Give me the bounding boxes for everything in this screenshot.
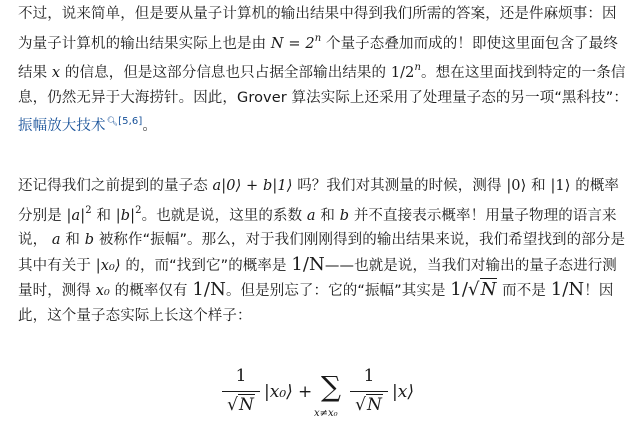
reference-link[interactable]: [5,6] xyxy=(118,116,143,127)
display-formula xyxy=(0,364,640,430)
summation-subscript: x≠x₀ xyxy=(314,408,338,419)
ket-x0: |x₀⟩ xyxy=(264,382,293,402)
text-run: 和 xyxy=(531,178,546,194)
amplitude-amplification-link[interactable]: 振幅放大技术 xyxy=(18,118,106,134)
math-n-equals: $N = 2^n$ xyxy=(270,32,322,52)
search-icon: 🔍︎ xyxy=(106,117,119,127)
math-one-over-n: 1/N xyxy=(291,253,325,275)
fraction-2: 1 √N xyxy=(350,366,388,417)
math-b: b xyxy=(339,207,350,224)
text-run: 的信息，但是这部分信息也只占据全部输出结果的 xyxy=(64,65,387,81)
text-run: 吗？我们对其测量的时候，测得 xyxy=(297,178,502,194)
math-one-over-n: 1/N xyxy=(550,279,585,300)
text-run: 并不直接表示概率！用量子物理的语言来说， xyxy=(18,207,617,248)
plus-sign: + xyxy=(298,382,313,402)
ket-x: |x⟩ xyxy=(392,382,414,402)
text-run: 不过，说来简单，但是要从量子计算机的输出结果中得到我们所需的答案，还是件麻烦事：因为量子计算机的输出结果实际上也是由 xyxy=(18,6,617,52)
text-run: 。也就是说，这里的系数 xyxy=(141,207,303,224)
math-ket-x0: |x₀⟩ xyxy=(95,257,121,274)
text-run: 的概率仅有 xyxy=(114,283,188,299)
fraction-1: 1 √N xyxy=(222,366,260,417)
text-run: 。 xyxy=(142,118,157,134)
math-x: x xyxy=(51,65,61,81)
text-run: 的，而“找到它”的概率是 xyxy=(125,257,287,274)
math-fraction: 1/2$^n$ xyxy=(390,62,422,81)
math-x0: x₀ xyxy=(95,283,110,299)
math-a: a xyxy=(306,207,316,224)
text-run: 。想在这里面找到特定的一条信息，仍然无异于大海捞针。因此，Grover 算法实际上还采用了处理量子态的另一项“黑科技”： xyxy=(18,65,628,106)
summation-symbol: ∑ xyxy=(321,370,341,403)
paragraph-2 xyxy=(18,174,628,328)
text-run: 而不是 xyxy=(502,283,546,299)
text-run: 个量子态叠加而成的！即使这里面包含了最终结果 xyxy=(18,35,618,81)
text-run: 。但是别忘了：它的“振幅”其实是 xyxy=(225,283,446,299)
paragraph-1 xyxy=(18,2,628,139)
text-run: 还记得我们之前提到的量子态 xyxy=(18,178,208,194)
math-ket-0: |0⟩ xyxy=(506,178,527,194)
text-run: ！因此，这个量子态实际上长这个样子： xyxy=(18,283,614,324)
math-one-over-sqrt-n: 1/√N xyxy=(450,279,497,300)
math-a: a xyxy=(51,232,61,248)
text-run: 和 xyxy=(320,207,335,224)
math-state: a|0⟩ + b|1⟩ xyxy=(212,178,293,194)
text-run: 和 xyxy=(65,232,80,248)
text-run: 和 xyxy=(96,207,112,224)
math-b-squared: $|b|^2$ xyxy=(115,204,142,224)
text-run: 的概率分别是 xyxy=(18,178,620,224)
math-b: b xyxy=(84,232,95,248)
text-run: ——也就是说，当我们对输出的量子态进行测量时，测得 xyxy=(18,257,617,299)
math-ket-1: |1⟩ xyxy=(550,178,571,194)
text-run: 被称作“振幅”。那么，对于我们刚刚得到的输出结果来说，我们希望找到的部分是其中有关于 xyxy=(18,232,626,274)
math-a-squared: $|a|^2$ xyxy=(66,204,92,224)
math-one-over-n: 1/N xyxy=(192,279,226,300)
